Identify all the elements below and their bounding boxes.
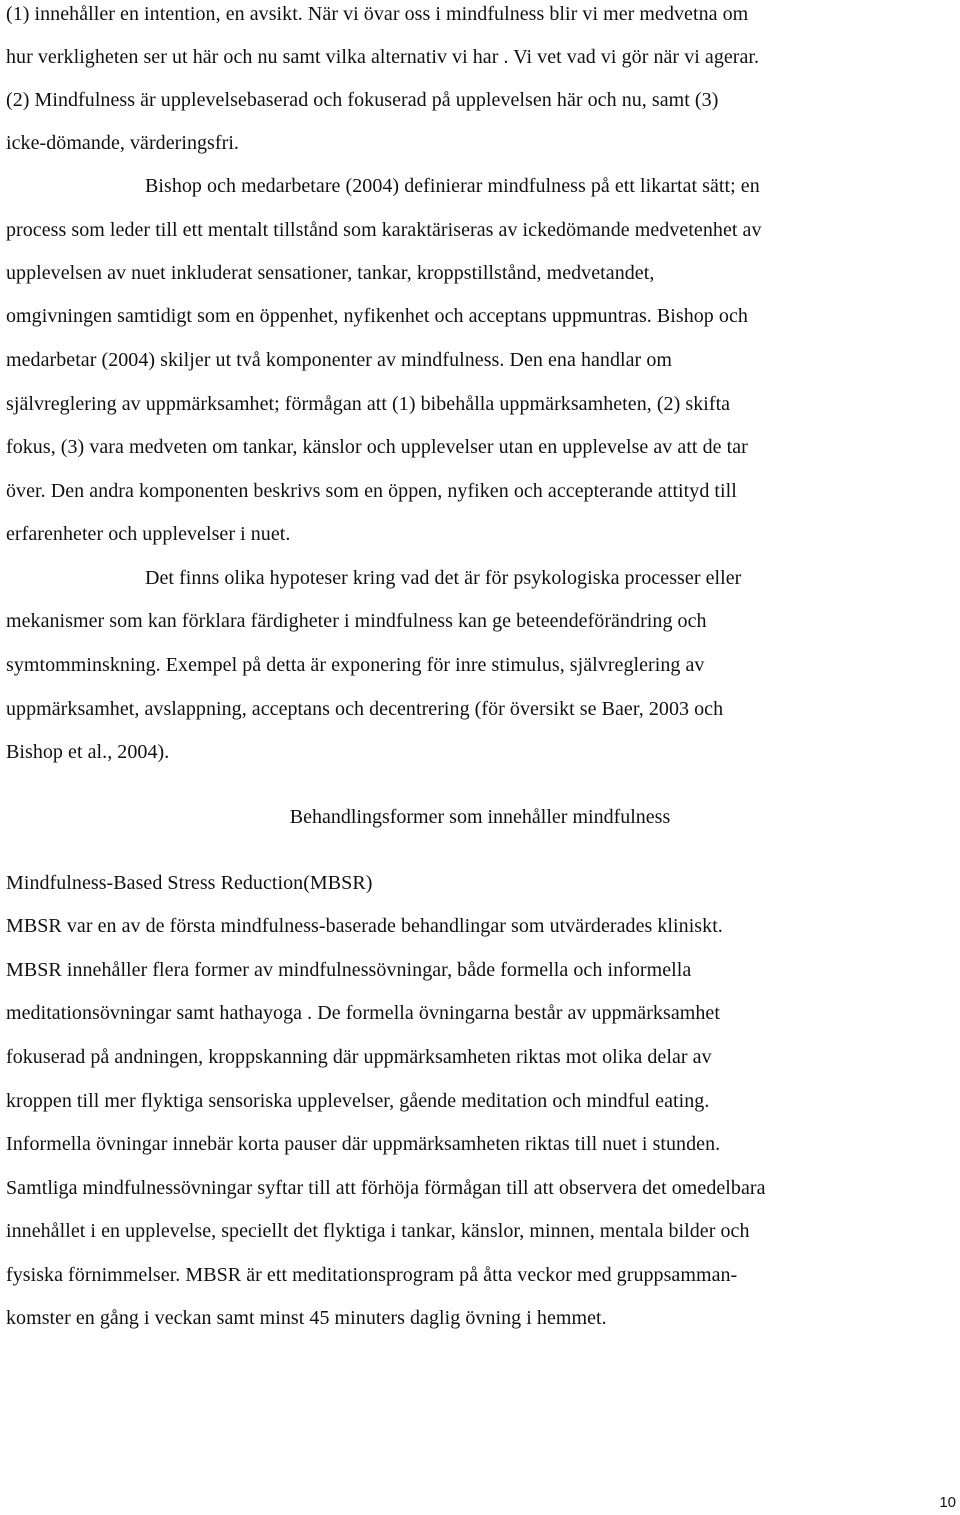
subsection-heading: Mindfulness-Based Stress Reduction(MBSR) [6,872,373,894]
text-line: fokus, (3) vara medveten om tankar, känslor och upplevelser utan en upplevelse av att de tar [6,436,748,458]
text-line: meditationsövningar samt hathayoga . De formella övningarna består av uppmärksamhet [6,1002,720,1024]
text-line: fysiska förnimmelser. MBSR är ett meditationsprogram på åtta veckor med gruppsamman- [6,1264,738,1286]
text-line: Bishop et al., 2004). [6,741,170,763]
text-line: (2) Mindfulness är upplevelsebaserad och fokuserad på upplevelsen här och nu, samt (3) [6,89,719,111]
text-line: hur verkligheten ser ut här och nu samt vilka alternativ vi har . Vi vet vad vi gör när vi agerar. [6,46,760,68]
text-line: MBSR innehåller flera former av mindfulnessövningar, både formella och informella [6,959,692,981]
text-line: symtomminskning. Exempel på detta är exponering för inre stimulus, självreglering av [6,654,705,676]
text-line: mekanismer som kan förklara färdigheter i mindfulness kan ge beteendeförändring och [6,610,707,632]
text-line: fokuserad på andningen, kroppskanning där uppmärksamheten riktas mot olika delar av [6,1046,712,1068]
text-line: omgivningen samtidigt som en öppenhet, nyfikenhet och acceptans uppmuntras. Bishop och [6,305,748,327]
text-line: över. Den andra komponenten beskrivs som en öppen, nyfiken och accepterande attityd till [6,480,737,502]
section-heading: Behandlingsformer som innehåller mindfulness [289,806,671,828]
text-line: Det finns olika hypoteser kring vad det är för psykologiska processer eller [145,567,742,589]
text-line: komster en gång i veckan samt minst 45 minuters daglig övning i hemmet. [6,1307,607,1329]
text-line: process som leder till ett mentalt tillstånd som karaktäriseras av ickedömande medvetenhet av [6,219,762,241]
text-line: uppmärksamhet, avslappning, acceptans och decentrering (för översikt se Baer, 2003 och [6,698,724,720]
text-line: (1) innehåller en intention, en avsikt. När vi övar oss i mindfulness blir vi mer medvetna om [6,3,749,25]
text-line: upplevelsen av nuet inkluderat sensationer, tankar, kroppstillstånd, medvetandet, [6,262,655,284]
text-line: Bishop och medarbetare (2004) definierar mindfulness på ett likartat sätt; en [145,175,760,197]
text-line: erfarenheter och upplevelser i nuet. [6,523,291,545]
text-line: medarbetar (2004) skiljer ut två komponenter av mindfulness. Den ena handlar om [6,349,672,371]
text-line: kroppen till mer flyktiga sensoriska upplevelser, gående meditation och mindful eating. [6,1090,710,1112]
text-line: icke-dömande, värderingsfri. [6,132,239,154]
text-line: innehållet i en upplevelse, speciellt det flyktiga i tankar, känslor, minnen, mentala bilder och [6,1220,750,1242]
text-line: MBSR var en av de första mindfulness-baserade behandlingar som utvärderades kliniskt. [6,915,723,937]
text-line: Informella övningar innebär korta pauser där uppmärksamheten riktas till nuet i stunden. [6,1133,721,1155]
text-line: självreglering av uppmärksamhet; förmågan att (1) bibehålla uppmärksamheten, (2) skifta [6,393,731,415]
text-line: Samtliga mindfulnessövningar syftar till att förhöja förmågan till att observera det omedelbara [6,1177,766,1199]
page-number: 10 [939,1494,956,1511]
